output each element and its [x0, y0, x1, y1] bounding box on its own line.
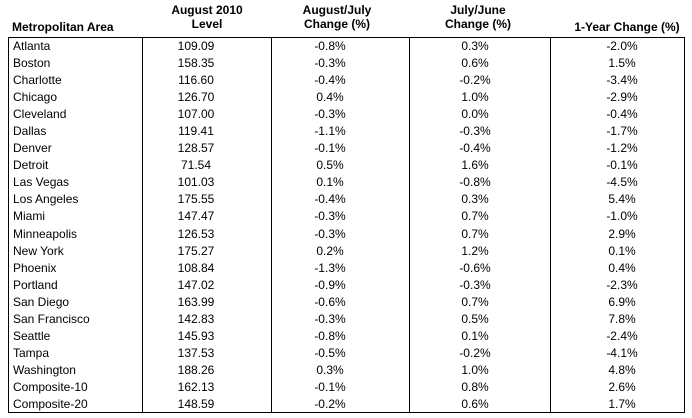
cell-august-july-change: 0.5%: [316, 158, 344, 173]
cell-july-june-change: -0.2%: [459, 345, 491, 360]
header-august-2010-level: [151, 3, 263, 31]
cell-july-june-change: 0.0%: [461, 107, 489, 122]
cell-level: 71.54: [180, 158, 212, 173]
cell-metropolitan-area: Tampa: [13, 345, 50, 360]
cell-metropolitan-area: Composite-20: [13, 396, 88, 411]
cell-august-july-change: 0.2%: [316, 243, 344, 258]
cell-one-year-change: -2.3%: [606, 277, 638, 292]
header-aj-line1: August/July: [302, 3, 372, 17]
table-row: [9, 345, 684, 362]
cell-metropolitan-area: Dallas: [13, 124, 47, 139]
cell-august-july-change: -0.4%: [314, 73, 346, 88]
cell-august-july-change: -1.1%: [314, 124, 346, 139]
cell-one-year-change: 0.1%: [608, 243, 636, 258]
cell-one-year-change: 0.4%: [608, 260, 636, 275]
cell-july-june-change: 0.1%: [461, 328, 489, 343]
cell-august-july-change: -0.8%: [314, 328, 346, 343]
cell-august-july-change: -0.4%: [314, 192, 346, 207]
cell-august-july-change: -0.3%: [314, 209, 346, 224]
table-row: [9, 55, 684, 72]
cell-level: 162.13: [177, 379, 215, 394]
cell-one-year-change: -1.7%: [606, 124, 638, 139]
cell-one-year-change: -0.1%: [606, 158, 638, 173]
table-row: [9, 362, 684, 379]
cell-level: 145.93: [177, 328, 215, 343]
cell-july-june-change: -0.8%: [459, 175, 491, 190]
cell-metropolitan-area: Miami: [13, 209, 45, 224]
cell-metropolitan-area: San Diego: [13, 294, 70, 309]
cell-metropolitan-area: Minneapolis: [13, 226, 78, 241]
cell-one-year-change: 1.5%: [608, 56, 636, 71]
cell-metropolitan-area: Atlanta: [13, 39, 51, 53]
cell-july-june-change: 0.7%: [461, 294, 489, 309]
cell-level: 128.57: [177, 141, 215, 156]
cell-july-june-change: 1.6%: [461, 158, 489, 173]
cell-one-year-change: 2.9%: [608, 226, 636, 241]
cell-august-july-change: -0.1%: [314, 141, 346, 156]
cell-august-july-change: -0.9%: [314, 277, 346, 292]
cell-metropolitan-area: Portland: [13, 277, 58, 292]
cell-july-june-change: 0.7%: [461, 226, 489, 241]
cell-july-june-change: 1.2%: [461, 243, 489, 258]
header-jj-line1: July/June: [450, 3, 506, 17]
cell-metropolitan-area: Los Angeles: [13, 192, 79, 207]
table-row: [9, 311, 684, 328]
cell-level: 142.83: [177, 311, 215, 326]
header-august-july-change: [273, 3, 401, 31]
table-row: [9, 157, 684, 174]
cell-metropolitan-area: Denver: [13, 141, 52, 156]
cell-level: 158.35: [177, 56, 215, 71]
cell-level: 126.53: [177, 226, 215, 241]
cell-july-june-change: 0.3%: [461, 192, 489, 207]
cell-level: 175.55: [177, 192, 215, 207]
table-row: [9, 123, 684, 140]
cell-august-july-change: -0.1%: [314, 379, 346, 394]
cell-metropolitan-area: Phoenix: [13, 260, 57, 275]
cell-level: 107.00: [177, 107, 215, 122]
cell-metropolitan-area: Las Vegas: [13, 175, 70, 190]
cell-level: 147.47: [177, 209, 215, 224]
cell-metropolitan-area: Cleveland: [13, 107, 67, 122]
table-row: [9, 140, 684, 157]
table-row: [9, 174, 684, 191]
cell-one-year-change: -4.5%: [606, 175, 638, 190]
table-row: [9, 106, 684, 123]
cell-august-july-change: -0.3%: [314, 107, 346, 122]
table-row: [9, 243, 684, 260]
cell-metropolitan-area: Boston: [13, 56, 51, 71]
table-row: [9, 191, 684, 208]
cell-level: 108.84: [177, 260, 215, 275]
header-july-june-change: [414, 3, 542, 31]
cell-august-july-change: 0.1%: [316, 175, 344, 190]
table-row: [9, 260, 684, 277]
cell-metropolitan-area: Seattle: [13, 328, 51, 343]
cell-july-june-change: 0.7%: [461, 209, 489, 224]
table-row: [9, 277, 684, 294]
table-row: [9, 226, 684, 243]
cell-level: 148.59: [177, 396, 215, 411]
cell-metropolitan-area: Composite-10: [13, 379, 88, 394]
cell-metropolitan-area: New York: [13, 243, 64, 258]
cell-level: 137.53: [177, 345, 215, 360]
cell-level: 116.60: [178, 73, 214, 88]
cell-july-june-change: 1.0%: [461, 90, 489, 105]
header-level-line2: Level: [191, 17, 223, 31]
cell-level: 188.26: [177, 362, 215, 377]
cell-one-year-change: 5.4%: [608, 192, 636, 207]
header-aj-line2: Change (%): [304, 17, 370, 31]
cell-one-year-change: 1.7%: [608, 396, 636, 411]
cell-level: 147.02: [177, 277, 215, 292]
header-level-line1: August 2010: [171, 3, 243, 17]
cell-august-july-change: 0.4%: [316, 90, 344, 105]
table-row: [9, 396, 684, 413]
cell-july-june-change: -0.6%: [459, 260, 491, 275]
header-jj-line2: Change (%): [445, 17, 511, 31]
cell-july-june-change: -0.3%: [459, 277, 491, 292]
table-rows: [9, 38, 684, 413]
cell-metropolitan-area: Chicago: [13, 90, 58, 105]
cell-july-june-change: 0.6%: [461, 56, 489, 71]
header-one-year-change: 1-Year Change (%): [574, 20, 680, 34]
cell-july-june-change: 0.6%: [461, 396, 489, 411]
cell-august-july-change: -0.3%: [314, 311, 346, 326]
cell-august-july-change: -1.3%: [314, 260, 346, 275]
table-row: [9, 208, 684, 225]
cell-july-june-change: 0.5%: [461, 311, 489, 326]
cell-august-july-change: -0.5%: [314, 345, 346, 360]
header-metropolitan-area: Metropolitan Area: [12, 20, 114, 34]
table-row: [9, 38, 684, 55]
cell-level: 119.41: [178, 124, 214, 139]
table-row: [9, 89, 684, 106]
cell-level: 163.99: [177, 294, 215, 309]
cell-metropolitan-area: Washington: [13, 362, 76, 377]
table-body: [8, 37, 685, 413]
cell-august-july-change: -0.3%: [314, 226, 346, 241]
cell-level: 175.27: [177, 243, 215, 258]
cell-level: 101.03: [177, 175, 215, 190]
table-row: [9, 294, 684, 311]
cell-one-year-change: -1.0%: [606, 209, 638, 224]
cell-july-june-change: 0.8%: [461, 379, 489, 394]
cell-one-year-change: -1.2%: [606, 141, 638, 156]
cell-august-july-change: 0.3%: [316, 362, 344, 377]
cell-level: 109.09: [177, 39, 215, 53]
cell-july-june-change: -0.3%: [459, 124, 491, 139]
cell-metropolitan-area: Charlotte: [13, 73, 62, 88]
table-header: [9, 1, 689, 37]
cell-august-july-change: -0.8%: [314, 39, 346, 53]
table-row: [9, 72, 684, 89]
table-row: [9, 379, 684, 396]
cell-july-june-change: 0.3%: [461, 39, 489, 53]
cell-one-year-change: 6.9%: [608, 294, 636, 309]
cell-one-year-change: -2.0%: [606, 39, 638, 53]
cell-july-june-change: -0.4%: [459, 141, 491, 156]
cell-august-july-change: -0.6%: [314, 294, 346, 309]
cell-one-year-change: -4.1%: [606, 345, 638, 360]
cell-august-july-change: -0.2%: [314, 396, 346, 411]
cell-july-june-change: -0.2%: [459, 73, 491, 88]
cell-level: 126.70: [177, 90, 215, 105]
cell-one-year-change: 7.8%: [608, 311, 636, 326]
cell-metropolitan-area: San Francisco: [13, 311, 90, 326]
cell-one-year-change: -3.4%: [606, 73, 638, 88]
cell-one-year-change: 2.6%: [608, 379, 636, 394]
cell-metropolitan-area: Detroit: [13, 158, 49, 173]
cell-august-july-change: -0.3%: [314, 56, 346, 71]
cell-july-june-change: 1.0%: [461, 362, 489, 377]
table-row: [9, 328, 684, 345]
cell-one-year-change: -2.4%: [606, 328, 638, 343]
cell-one-year-change: 4.8%: [608, 362, 636, 377]
cell-one-year-change: -2.9%: [606, 90, 638, 105]
cell-one-year-change: -0.4%: [606, 107, 638, 122]
